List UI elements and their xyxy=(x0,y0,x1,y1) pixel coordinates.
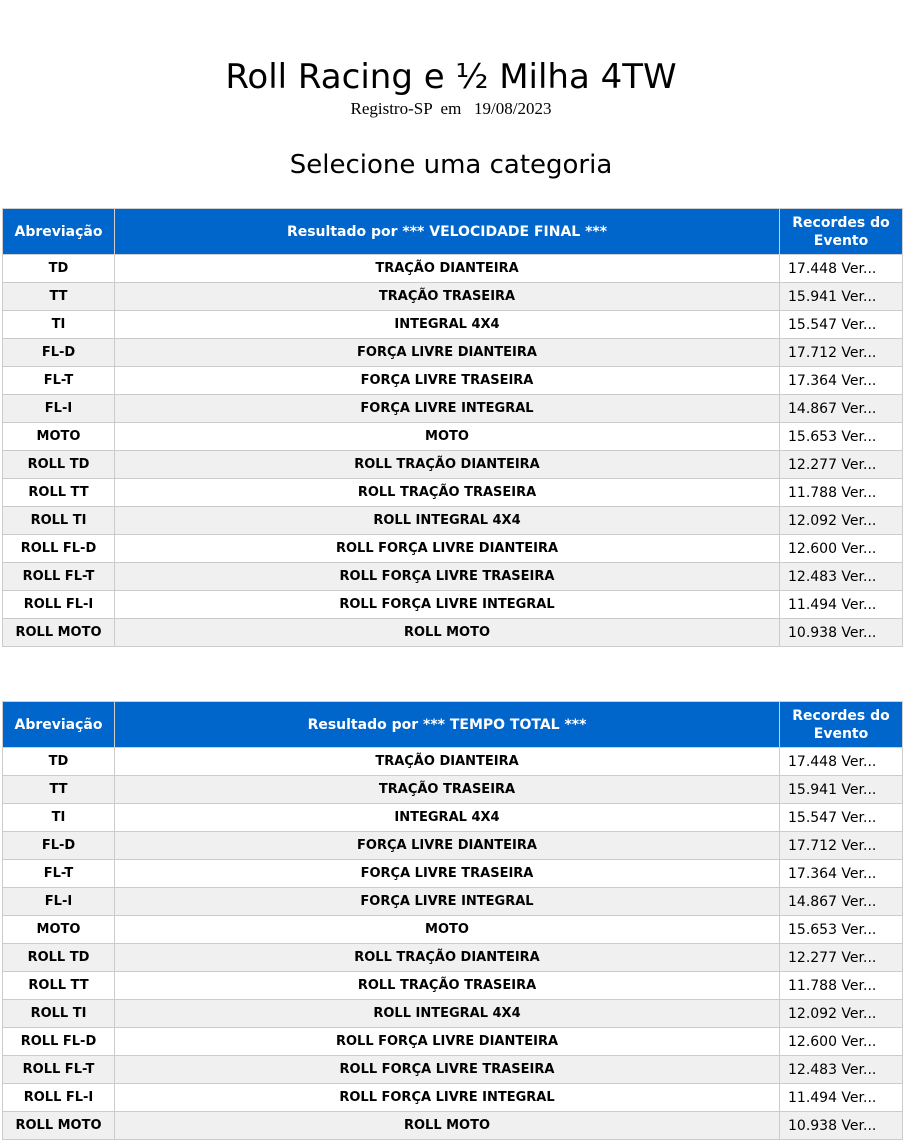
event-record[interactable]: 15.547 Ver... xyxy=(780,804,903,832)
category-abbreviation[interactable]: FL-I xyxy=(3,888,115,916)
category-name[interactable]: FORÇA LIVRE TRASEIRA xyxy=(115,860,780,888)
category-row[interactable] xyxy=(3,563,903,591)
category-name[interactable]: FORÇA LIVRE DIANTEIRA xyxy=(115,832,780,860)
category-row[interactable] xyxy=(3,451,903,479)
category-abbreviation[interactable]: ROLL TD xyxy=(3,451,115,479)
category-row[interactable] xyxy=(3,423,903,451)
category-row[interactable] xyxy=(3,591,903,619)
category-name[interactable]: INTEGRAL 4X4 xyxy=(115,804,780,832)
category-abbreviation[interactable]: TI xyxy=(3,804,115,832)
event-record[interactable]: 15.653 Ver... xyxy=(780,423,903,451)
category-name[interactable]: ROLL FORÇA LIVRE DIANTEIRA xyxy=(115,535,780,563)
event-record[interactable]: 15.941 Ver... xyxy=(780,776,903,804)
event-record[interactable]: 12.600 Ver... xyxy=(780,1028,903,1056)
category-row[interactable] xyxy=(3,888,903,916)
event-location-date: Registro-SP em 19/08/2023 xyxy=(350,99,552,118)
category-abbreviation[interactable]: MOTO xyxy=(3,423,115,451)
column-header-abbreviation: Abreviação xyxy=(3,209,115,255)
category-name[interactable]: ROLL FORÇA LIVRE TRASEIRA xyxy=(115,1056,780,1084)
column-header-result-type: Resultado por *** VELOCIDADE FINAL *** xyxy=(115,209,780,255)
category-name[interactable]: FORÇA LIVRE INTEGRAL xyxy=(115,888,780,916)
category-abbreviation[interactable]: TT xyxy=(3,776,115,804)
category-abbreviation[interactable]: ROLL TI xyxy=(3,507,115,535)
category-abbreviation[interactable]: ROLL TD xyxy=(3,944,115,972)
column-header-event-records: Recordes do Evento xyxy=(780,209,903,255)
category-name[interactable]: ROLL FORÇA LIVRE TRASEIRA xyxy=(115,563,780,591)
category-abbreviation[interactable]: ROLL FL-T xyxy=(3,1056,115,1084)
event-record[interactable]: 10.938 Ver... xyxy=(780,619,903,647)
table-body xyxy=(3,255,903,647)
category-name[interactable]: ROLL MOTO xyxy=(115,1112,780,1140)
event-record[interactable]: 15.941 Ver... xyxy=(780,283,903,311)
category-row[interactable] xyxy=(3,972,903,1000)
category-row[interactable] xyxy=(3,535,903,563)
category-abbreviation[interactable]: ROLL MOTO xyxy=(3,619,115,647)
category-name[interactable]: FORÇA LIVRE INTEGRAL xyxy=(115,395,780,423)
category-row[interactable] xyxy=(3,619,903,647)
category-row[interactable] xyxy=(3,1084,903,1112)
event-record[interactable]: 11.494 Ver... xyxy=(780,591,903,619)
category-abbreviation[interactable]: TI xyxy=(3,311,115,339)
event-record[interactable]: 14.867 Ver... xyxy=(780,395,903,423)
category-name[interactable]: ROLL INTEGRAL 4X4 xyxy=(115,1000,780,1028)
category-abbreviation[interactable]: MOTO xyxy=(3,916,115,944)
category-row[interactable] xyxy=(3,1112,903,1140)
category-row[interactable] xyxy=(3,395,903,423)
category-abbreviation[interactable]: ROLL FL-D xyxy=(3,535,115,563)
event-record[interactable]: 15.547 Ver... xyxy=(780,311,903,339)
category-row[interactable] xyxy=(3,479,903,507)
category-abbreviation[interactable]: ROLL TT xyxy=(3,479,115,507)
column-header-event-records: Recordes do Evento xyxy=(780,702,903,748)
category-row[interactable] xyxy=(3,832,903,860)
category-abbreviation[interactable]: FL-I xyxy=(3,395,115,423)
category-abbreviation[interactable]: ROLL FL-D xyxy=(3,1028,115,1056)
category-name[interactable]: MOTO xyxy=(115,423,780,451)
category-row[interactable] xyxy=(3,367,903,395)
category-abbreviation[interactable]: FL-D xyxy=(3,339,115,367)
category-row[interactable] xyxy=(3,776,903,804)
event-record[interactable]: 15.653 Ver... xyxy=(780,916,903,944)
category-name[interactable]: ROLL MOTO xyxy=(115,619,780,647)
table-body xyxy=(3,748,903,1140)
event-record[interactable]: 17.712 Ver... xyxy=(780,832,903,860)
category-row[interactable] xyxy=(3,804,903,832)
event-record[interactable]: 12.092 Ver... xyxy=(780,1000,903,1028)
category-name[interactable]: ROLL TRAÇÃO TRASEIRA xyxy=(115,972,780,1000)
event-record[interactable]: 17.448 Ver... xyxy=(780,255,903,283)
category-name[interactable]: ROLL FORÇA LIVRE INTEGRAL xyxy=(115,591,780,619)
page-title: Roll Racing e ½ Milha 4TW xyxy=(225,57,677,97)
category-row[interactable] xyxy=(3,339,903,367)
category-name[interactable]: MOTO xyxy=(115,916,780,944)
category-row[interactable] xyxy=(3,1028,903,1056)
section-heading: Selecione uma categoria xyxy=(289,150,613,180)
event-record[interactable]: 12.483 Ver... xyxy=(780,563,903,591)
category-name[interactable]: ROLL INTEGRAL 4X4 xyxy=(115,507,780,535)
event-record[interactable]: 11.788 Ver... xyxy=(780,972,903,1000)
category-name[interactable]: TRAÇÃO DIANTEIRA xyxy=(115,748,780,776)
category-name[interactable]: FORÇA LIVRE DIANTEIRA xyxy=(115,339,780,367)
event-record[interactable]: 12.600 Ver... xyxy=(780,535,903,563)
column-header-result-type: Resultado por *** TEMPO TOTAL *** xyxy=(115,702,780,748)
column-header-abbreviation: Abreviação xyxy=(3,702,115,748)
table-header-row xyxy=(3,702,903,748)
event-record[interactable]: 12.483 Ver... xyxy=(780,1056,903,1084)
category-name[interactable]: TRAÇÃO TRASEIRA xyxy=(115,283,780,311)
category-name[interactable]: ROLL TRAÇÃO DIANTEIRA xyxy=(115,944,780,972)
category-abbreviation[interactable]: ROLL FL-T xyxy=(3,563,115,591)
category-abbreviation[interactable]: ROLL MOTO xyxy=(3,1112,115,1140)
category-name[interactable]: TRAÇÃO TRASEIRA xyxy=(115,776,780,804)
category-row[interactable] xyxy=(3,311,903,339)
category-abbreviation[interactable]: FL-T xyxy=(3,367,115,395)
event-record[interactable]: 12.277 Ver... xyxy=(780,944,903,972)
category-name[interactable]: TRAÇÃO DIANTEIRA xyxy=(115,255,780,283)
category-abbreviation[interactable]: ROLL FL-I xyxy=(3,591,115,619)
category-abbreviation[interactable]: TD xyxy=(3,748,115,776)
event-record[interactable]: 11.788 Ver... xyxy=(780,479,903,507)
table-header-row xyxy=(3,209,903,255)
category-abbreviation[interactable]: ROLL TT xyxy=(3,972,115,1000)
total-time-results-table xyxy=(2,701,903,1140)
category-row[interactable] xyxy=(3,916,903,944)
category-abbreviation[interactable]: FL-T xyxy=(3,860,115,888)
category-row[interactable] xyxy=(3,944,903,972)
event-record[interactable]: 17.364 Ver... xyxy=(780,860,903,888)
event-record[interactable]: 11.494 Ver... xyxy=(780,1084,903,1112)
event-record[interactable]: 10.938 Ver... xyxy=(780,1112,903,1140)
event-record[interactable]: 14.867 Ver... xyxy=(780,888,903,916)
category-row[interactable] xyxy=(3,1056,903,1084)
category-abbreviation[interactable]: TD xyxy=(3,255,115,283)
category-abbreviation[interactable]: ROLL TI xyxy=(3,1000,115,1028)
event-record[interactable]: 17.448 Ver... xyxy=(780,748,903,776)
category-name[interactable]: ROLL TRAÇÃO TRASEIRA xyxy=(115,479,780,507)
event-record[interactable]: 17.712 Ver... xyxy=(780,339,903,367)
category-row[interactable] xyxy=(3,860,903,888)
event-record[interactable]: 12.092 Ver... xyxy=(780,507,903,535)
category-name[interactable]: INTEGRAL 4X4 xyxy=(115,311,780,339)
category-name[interactable]: ROLL TRAÇÃO DIANTEIRA xyxy=(115,451,780,479)
event-record[interactable]: 17.364 Ver... xyxy=(780,367,903,395)
category-row[interactable] xyxy=(3,283,903,311)
event-record[interactable]: 12.277 Ver... xyxy=(780,451,903,479)
category-name[interactable]: ROLL FORÇA LIVRE INTEGRAL xyxy=(115,1084,780,1112)
category-abbreviation[interactable]: ROLL FL-I xyxy=(3,1084,115,1112)
category-abbreviation[interactable]: TT xyxy=(3,283,115,311)
category-row[interactable] xyxy=(3,1000,903,1028)
category-row[interactable] xyxy=(3,507,903,535)
speed-results-table xyxy=(2,208,903,647)
category-name[interactable]: FORÇA LIVRE TRASEIRA xyxy=(115,367,780,395)
category-row[interactable] xyxy=(3,748,903,776)
category-name[interactable]: ROLL FORÇA LIVRE DIANTEIRA xyxy=(115,1028,780,1056)
category-row[interactable] xyxy=(3,255,903,283)
category-abbreviation[interactable]: FL-D xyxy=(3,832,115,860)
